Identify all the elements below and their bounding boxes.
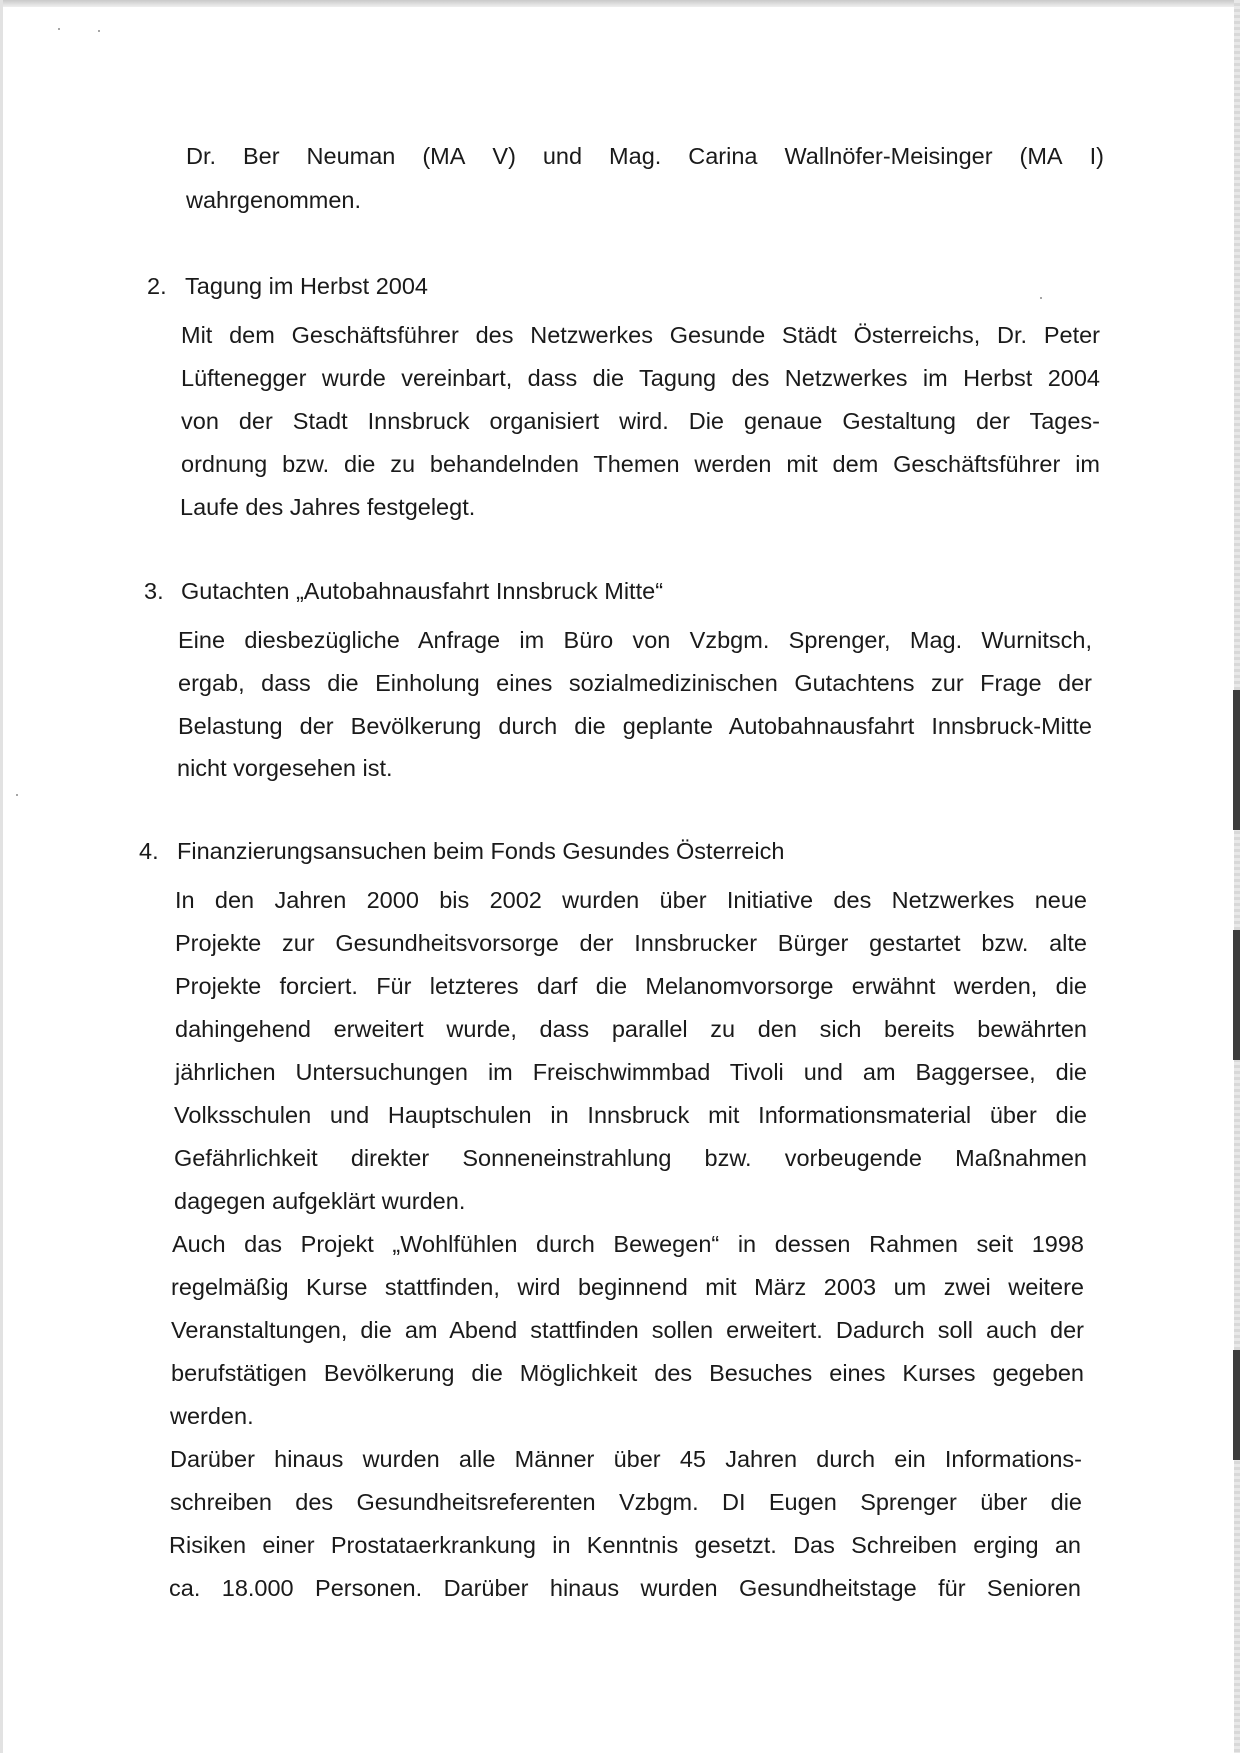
- section-2-line: Mit dem Geschäftsführer des Netzwerkes Gesunde Städt Österreichs, Dr. Peter: [181, 322, 1100, 348]
- section-4-line: regelmäßig Kurse stattfinden, wird beginnend mit März 2003 um zwei weitere: [171, 1274, 1084, 1300]
- section-2-line: Lüftenegger wurde vereinbart, dass die Tagung des Netzwerkes im Herbst 2004: [181, 365, 1100, 391]
- section-2-number: 2.: [147, 273, 167, 299]
- section-4-line: Auch das Projekt „Wohlfühlen durch Bewegen“ in dessen Rahmen seit 1998: [172, 1231, 1084, 1257]
- section-4-line: In den Jahren 2000 bis 2002 wurden über Initiative des Netzwerkes neue: [175, 887, 1087, 913]
- intro-word: (MA: [1019, 143, 1063, 169]
- section-4-line: Projekte forciert. Für letzteres darf die Melanomvorsorge erwähnt werden, die: [175, 973, 1087, 999]
- section-4-line: Gefährlichkeit direkter Sonneneinstrahlung bzw. vorbeugende Maßnahmen: [174, 1145, 1087, 1171]
- section-4-line: schreiben des Gesundheitsreferenten Vzbgm. DI Eugen Sprenger über die: [170, 1489, 1082, 1515]
- section-4-line: dagegen aufgeklärt wurden.: [174, 1188, 466, 1214]
- intro-word: und: [542, 143, 583, 169]
- intro-word: Ber: [243, 143, 280, 169]
- section-4-line: werden.: [170, 1403, 254, 1429]
- intro-word: Dr.: [186, 143, 217, 169]
- section-4-line: Projekte zur Gesundheitsvorsorge der Innsbrucker Bürger gestartet bzw. alte: [175, 930, 1087, 956]
- intro-word: Mag.: [609, 143, 662, 169]
- section-4-line: Darüber hinaus wurden alle Männer über 45 Jahren durch ein Informations-: [170, 1446, 1082, 1472]
- section-4-line: Volksschulen und Hauptschulen in Innsbruck mit Informationsmaterial über die: [174, 1102, 1087, 1128]
- intro-word: V): [492, 143, 516, 169]
- section-2-line: Laufe des Jahres festgelegt.: [180, 494, 476, 520]
- intro-word: I): [1089, 143, 1104, 169]
- intro-word: (MA: [422, 143, 466, 169]
- section-4-line: jährlichen Untersuchungen im Freischwimmbad Tivoli und am Baggersee, die: [175, 1059, 1087, 1085]
- section-3-title: Gutachten „Autobahnausfahrt Innsbruck Mitte“: [181, 578, 664, 604]
- intro-word: Wallnöfer-Meisinger: [784, 143, 993, 169]
- section-4-title: Finanzierungsansuchen beim Fonds Gesundes Österreich: [177, 838, 785, 864]
- section-3-line: nicht vorgesehen ist.: [177, 755, 393, 781]
- section-3-number: 3.: [144, 578, 164, 604]
- section-4-line: Risiken einer Prostataerkrankung in Kenntnis gesetzt. Das Schreiben erging an: [169, 1532, 1081, 1558]
- section-4-number: 4.: [139, 838, 159, 864]
- intro-word: Neuman: [306, 143, 396, 169]
- intro-line-1: [186, 141, 1104, 171]
- section-2-line: ordnung bzw. die zu behandelnden Themen werden mit dem Geschäftsführer im: [181, 451, 1100, 477]
- section-4-line: dahingehend erweitert wurde, dass parallel zu den sich bereits bewährten: [175, 1016, 1087, 1042]
- section-4-line: berufstätigen Bevölkerung die Möglichkeit des Besuches eines Kurses gegeben: [171, 1360, 1084, 1386]
- section-2-title: Tagung im Herbst 2004: [185, 273, 428, 299]
- section-4-line: Veranstaltungen, die am Abend stattfinden sollen erweitert. Dadurch soll auch der: [171, 1317, 1084, 1343]
- section-4-line: ca. 18.000 Personen. Darüber hinaus wurden Gesundheitstage für Senioren: [169, 1575, 1081, 1601]
- intro-word: Carina: [688, 143, 758, 169]
- section-3-line: ergab, dass die Einholung eines sozialmedizinischen Gutachtens zur Frage der: [178, 670, 1092, 696]
- section-3-line: Eine diesbezügliche Anfrage im Büro von Vzbgm. Sprenger, Mag. Wurnitsch,: [178, 627, 1092, 653]
- section-2-line: von der Stadt Innsbruck organisiert wird. Die genaue Gestaltung der Tages-: [181, 408, 1100, 434]
- section-3-line: Belastung der Bevölkerung durch die geplante Autobahnausfahrt Innsbruck-Mitte: [178, 713, 1092, 739]
- intro-line-2: wahrgenommen.: [186, 187, 362, 213]
